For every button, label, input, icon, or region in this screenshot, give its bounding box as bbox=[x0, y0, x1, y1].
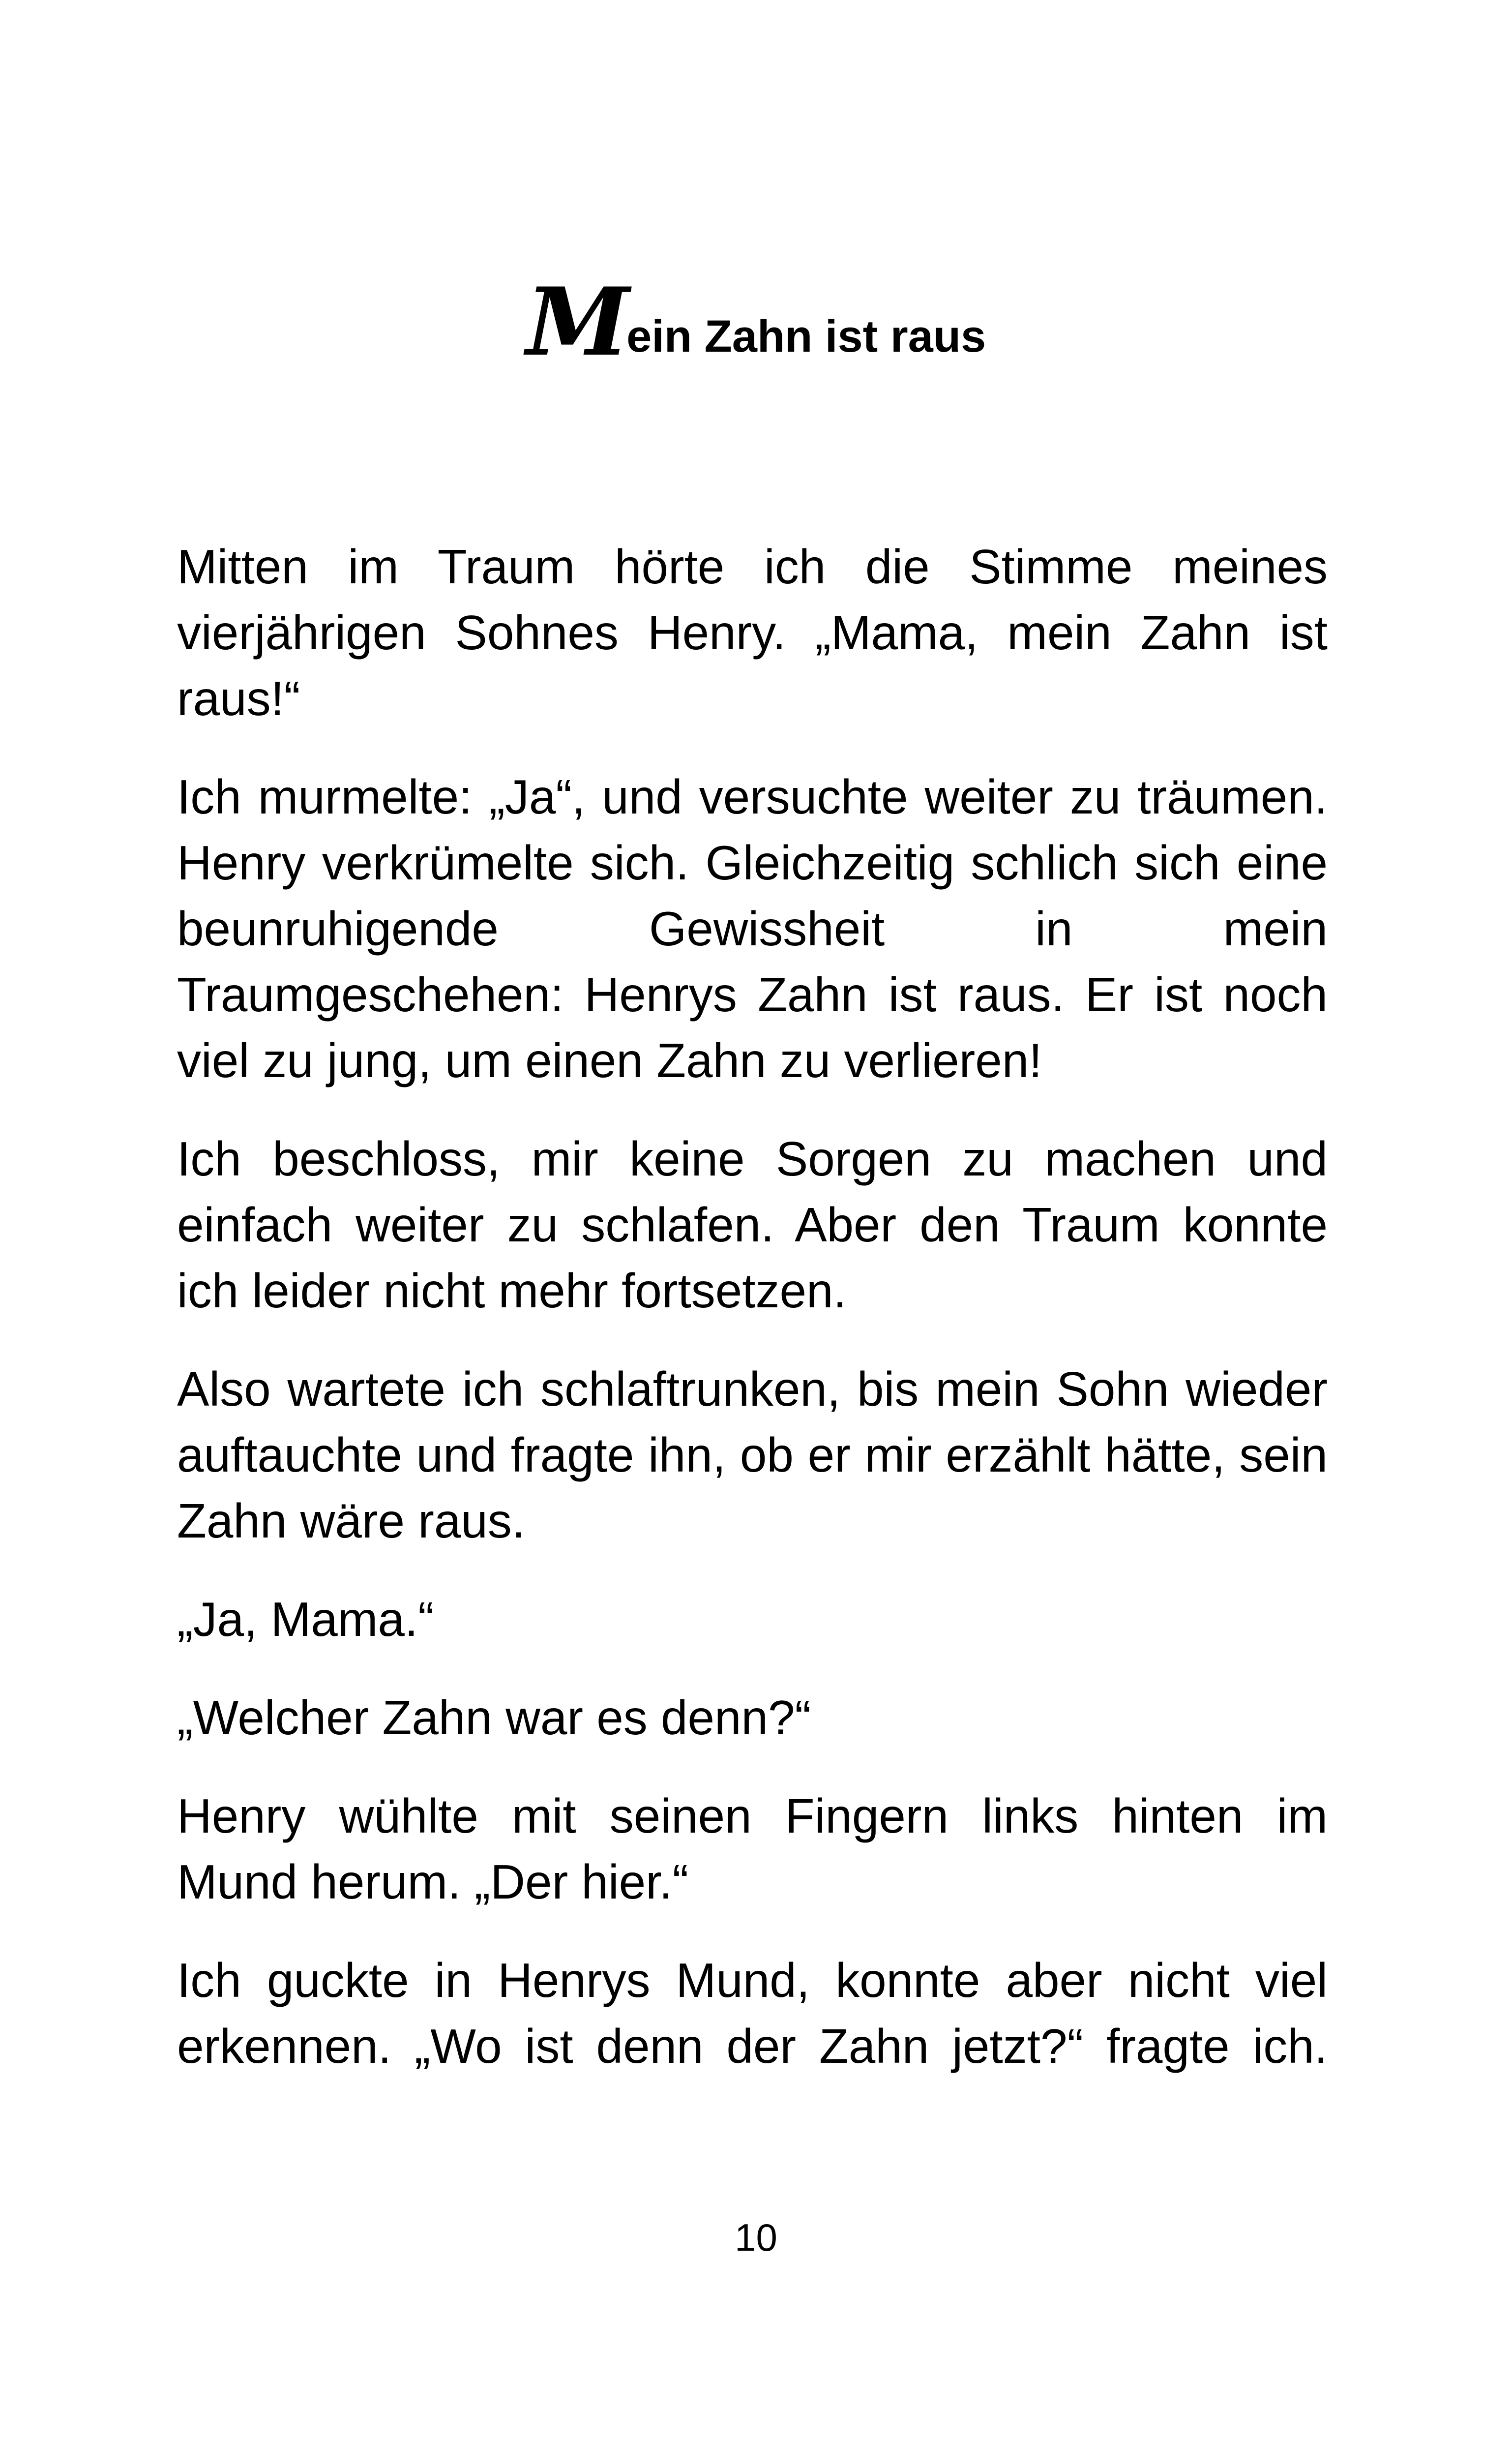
paragraph bbox=[177, 1356, 1328, 1554]
decorative-initial: M bbox=[526, 267, 627, 377]
paragraph bbox=[177, 534, 1328, 731]
text-line: Ich beschloss, mir keine Sorgen zu machen und bbox=[177, 1132, 1328, 1186]
text-line: Mitten im Traum hörte ich die Stimme meines bbox=[177, 540, 1328, 594]
text-line: Traumgeschehen: Henrys Zahn ist raus. Er ist noch bbox=[177, 967, 1328, 1022]
text-line: Ich murmelte: „Ja“, und versuchte weiter zu träumen. bbox=[177, 770, 1328, 824]
text-line: Mund herum. „Der hier.“ bbox=[177, 1855, 689, 1909]
text-line: viel zu jung, um einen Zahn zu verlieren! bbox=[177, 1033, 1042, 1087]
text-line: Henry verkrümelte sich. Gleichzeitig schlich sich eine bbox=[177, 836, 1328, 890]
chapter-body bbox=[177, 534, 1328, 2111]
text-line: Henry wühlte mit seinen Fingern links hinten im bbox=[177, 1789, 1328, 1843]
paragraph bbox=[177, 1783, 1328, 1915]
text-line: „Welcher Zahn war es denn?“ bbox=[177, 1690, 811, 1745]
paragraph bbox=[177, 1947, 1328, 2079]
text-line: Also wartete ich schlaftrunken, bis mein Sohn wieder bbox=[177, 1362, 1328, 1416]
text-line: auftauchte und fragte ihn, ob er mir erzählt hätte, sein bbox=[177, 1428, 1328, 1482]
text-line: „Ja, Mama.“ bbox=[177, 1592, 434, 1646]
text-line: ich leider nicht mehr fortsetzen. bbox=[177, 1264, 847, 1318]
text-line: vierjährigen Sohnes Henry. „Mama, mein Zahn ist bbox=[177, 605, 1328, 660]
text-line: raus!“ bbox=[177, 671, 300, 725]
text-line: Ich guckte in Henrys Mund, konnte aber nicht viel bbox=[177, 1953, 1328, 2007]
text-line: erkennen. „Wo ist denn der Zahn jetzt?“ fragte ich. bbox=[177, 2019, 1328, 2073]
paragraph bbox=[177, 1685, 1328, 1750]
text-line: Zahn wäre raus. bbox=[177, 1494, 526, 1548]
chapter-title bbox=[0, 267, 1512, 377]
paragraph bbox=[177, 1126, 1328, 1324]
text-line: beunruhigende Gewissheit in mein bbox=[177, 902, 1328, 956]
paragraph bbox=[177, 1586, 1328, 1652]
paragraph bbox=[177, 764, 1328, 1093]
text-line: einfach weiter zu schlafen. Aber den Traum konnte bbox=[177, 1198, 1328, 1252]
page-number: 10 bbox=[735, 2216, 777, 2259]
chapter-title-text: ein Zahn ist raus bbox=[626, 311, 986, 362]
